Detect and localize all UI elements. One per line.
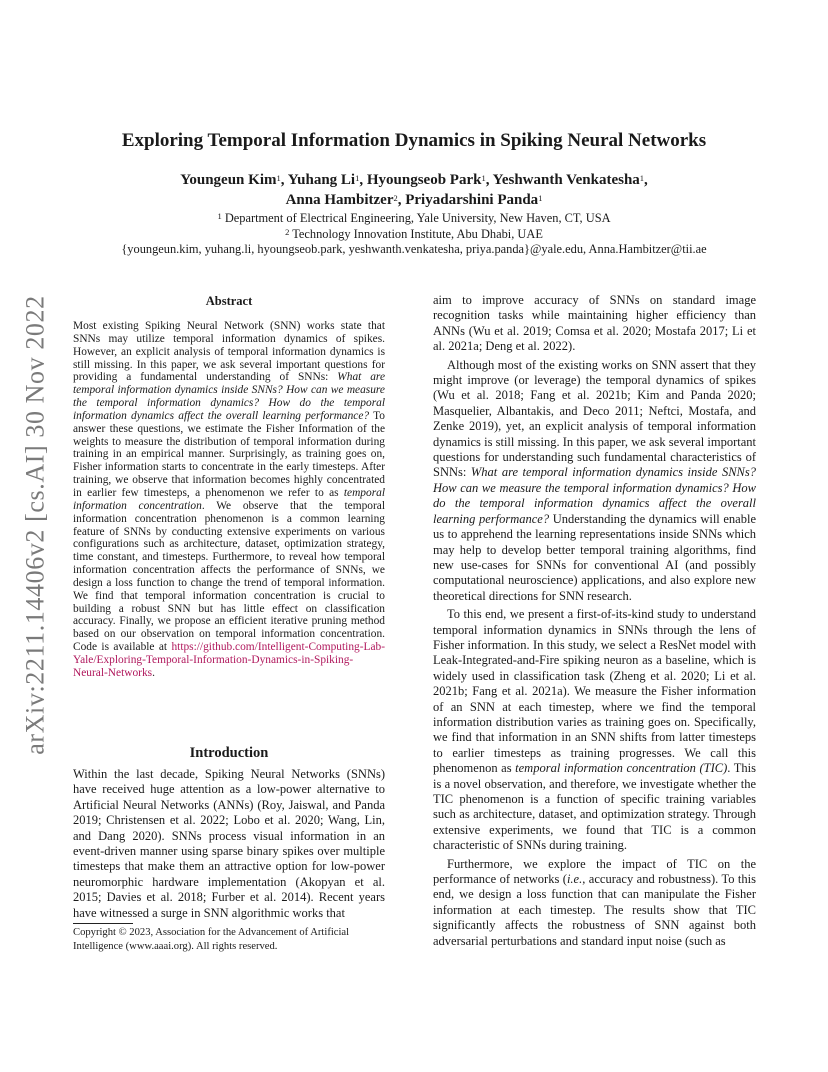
intro-paragraph-4: [433, 857, 756, 949]
author-name: Yuhang Li: [287, 172, 356, 188]
paragraph-text: Understanding the dynamics will enable us to apprehend the learning representations inside SNNs which may help to develop better temporal training algorithms, find new use-cases for SNNs for conventional AI (and possibly computational neuroscience) applications, and also explore new theoretical directions for SNN research.: [433, 511, 756, 603]
affiliation-2: [0, 227, 828, 243]
affiliation-text: Technology Innovation Institute, Abu Dhabi, UAE: [292, 226, 543, 241]
author-affiliation-mark: 1: [639, 173, 645, 183]
author-line-1: Youngeun Kim$^1$, Yuhang Li$^1$, Hyoungseob Park$^1$, Yeshwanth Venkatesha$^1$,: [180, 172, 648, 188]
research-questions: What are temporal information dynamics inside SNNs? How can we measure the temporal information dynamics? How do the temporal information dynamics affect the overall learning performance?: [433, 465, 756, 526]
abstract-text: . We observe that the temporal information concentration phenomenon is a common learning feature of SNNs by conducting extensive experiments on various configurations such as architecture, dataset, optimization strategy, time constant, and timesteps. Furthermore, to reveal how temporal information concentration affects the performance of SNNs, we design a loss function to change the trend of temporal information. We find that temporal information concentration is crucial to building a robust SNN but has little effect on classification accuracy. Finally, we propose an efficient iterative pruning method based on our observation on temporal information concentration. Code is available at: [73, 499, 385, 654]
code-repository-link[interactable]: https://github.com/Intelligent-Computing-Lab-Yale/Exploring-Temporal-Information-Dynamics-in-Spiking-Neural-Networks: [73, 641, 385, 679]
intro-paragraph-2: [433, 358, 756, 605]
paragraph-text: To this end, we present a first-of-its-kind study to understand temporal information dynamics in SNNs through the lens of Fisher information. In this study, we select a ResNet model with Leak-Integrated-and-Fire spiking neuron as a baseline, which is widely used in classification task (Zheng et al. 2020; Li et al. 2021b; Fang et al. 2021a). We measure the Fisher information of an SNN at each timestep, where we find the temporal information distribution varies as training goes on. Specifically, we find that information in an SNN shifts from latter timesteps to earlier timesteps as training progresses. We call this phenomenon as: [433, 607, 756, 776]
right-column-text: [433, 293, 756, 952]
abstract-heading: Abstract: [205, 294, 253, 308]
author-list: [0, 170, 828, 210]
paragraph-text: Although most of the existing works on SNN assert that they might improve (or leverage) the temporal dynamics of spikes (Wu et al. 2018; Fang et al. 2021b; Kim and Panda 2020; Masquelier, Albantakis, and Deco 2011; Neftci, Mostafa, and Zenke 2019), yet, an explicit analysis of temporal information dynamics is still missing. In this paper, we ask several important questions for understanding such fundamental characteristics of SNNs:: [433, 357, 756, 480]
abstract-term: temporal information concentration: [73, 486, 385, 512]
author-name: Yeshwanth Venkatesha: [492, 172, 640, 188]
author-affiliation-mark: 1: [481, 173, 486, 183]
paragraph-text: , accuracy and robustness). To this end, we design a loss function that can manipulate the Fisher information at each timestep. The results show that TIC significantly affects the robustness of SNN against both adversarial perturbations and standard input noise (such as: [433, 872, 756, 948]
paragraph-text: Furthermore, we explore the impact of TIC on the performance of networks (: [433, 856, 756, 887]
footnote-divider: [73, 923, 133, 924]
affiliation-mark: 2: [285, 226, 290, 237]
ie-abbreviation: i.e.: [566, 872, 583, 887]
author-affiliation-mark: 2: [393, 193, 398, 203]
intro-paragraph-3: [433, 607, 756, 854]
tic-term: temporal information concentration (TIC): [515, 761, 728, 776]
author-name: Youngeun Kim: [180, 172, 277, 188]
author-affiliation-mark: 1: [276, 173, 281, 183]
paragraph-text: . This is a novel observation, and therefore, we investigate whether the TIC phenomenon is a function of specific training variables such as architecture, dataset, and optimization strategy. Through extensive experiments, we found that TIC is a common characteristic of SNNs during training.: [433, 761, 757, 853]
abstract-text: Most existing Spiking Neural Network (SNN) works state that SNNs may utilize temporal information dynamics of spikes. However, an explicit analysis of temporal information dynamics is still missing. In this paper, we ask several important questions for providing a fundamental understanding of SNNs:: [73, 320, 385, 384]
author-name: Priyadarshini Panda: [405, 192, 539, 208]
author-name: Anna Hambitzer: [285, 192, 394, 208]
author-line-2: Anna Hambitzer$^2$, Priyadarshini Panda$^1$: [285, 192, 543, 208]
arxiv-identifier-text: arXiv:2211.14406v2 [cs.AI] 30 Nov 2022: [21, 295, 51, 755]
introduction-heading: Introduction: [189, 745, 269, 761]
arxiv-identifier-stamp: [21, 290, 51, 760]
author-affiliation-mark: 1: [538, 193, 543, 203]
author-emails: {youngeun.kim, yuhang.li, hyoungseob.park, yeshwanth.venkatesha, priya.panda}@yale.edu, Anna.Hambitzer@tii.ae: [121, 242, 707, 256]
affiliations: [0, 211, 828, 258]
author-name: Hyoungseob Park: [366, 172, 482, 188]
affiliation-text: Department of Electrical Engineering, Yale University, New Haven, CT, USA: [224, 211, 611, 225]
copyright-footnote: Copyright © 2023, Association for the Advancement of Artificial Intelligence (www.aaai.org). All rights reserved.: [73, 927, 350, 952]
affiliation-mark: 1: [217, 211, 222, 221]
paper-title: Exploring Temporal Information Dynamics in Spiking Neural Networks: [121, 130, 707, 151]
abstract-text: .: [152, 666, 155, 679]
intro-paragraph-continued: aim to improve accuracy of SNNs on standard image recognition tasks while maintaining higher efficiency than ANNs (Wu et al. 2019; Comsa et al. 2020; Mostafa 2017; Li et al. 2021a; Deng et al. 2022).: [433, 293, 756, 354]
abstract-body: [73, 320, 385, 680]
abstract-text: To answer these questions, we estimate the Fisher Information of the weights to measure the distribution of temporal information during training in an empirical manner. Surprisingly, as training goes on, Fisher information starts to concentrate in the early timesteps. After training, we observe that information becomes highly concentrated in earlier few timesteps, a phenomenon we refer to as: [73, 409, 385, 499]
abstract-questions: What are temporal information dynamics inside SNNs? How can we measure the temporal information dynamics? How do the temporal information dynamics affect the overall learning performance?: [73, 371, 385, 422]
author-affiliation-mark: 1: [355, 173, 360, 183]
introduction-paragraph-1: Within the last decade, Spiking Neural Networks (SNNs) have received huge attention as a low-power alternative to Artificial Neural Networks (ANNs) (Roy, Jaiswal, and Panda 2019; Christensen et al. 2022; Lobo et al. 2020; Wang, Lin, and Dang 2020). SNNs process visual information in an event-driven manner using sparse binary spikes over multiple timesteps that make them an attractive option for low-power neuromorphic hardware implementation (Akopyan et al. 2015; Davies et al. 2018; Furber et al. 2014). Recent years have witnessed a surge in SNN algorithmic works that: [73, 767, 385, 920]
affiliation-1: [0, 211, 828, 227]
